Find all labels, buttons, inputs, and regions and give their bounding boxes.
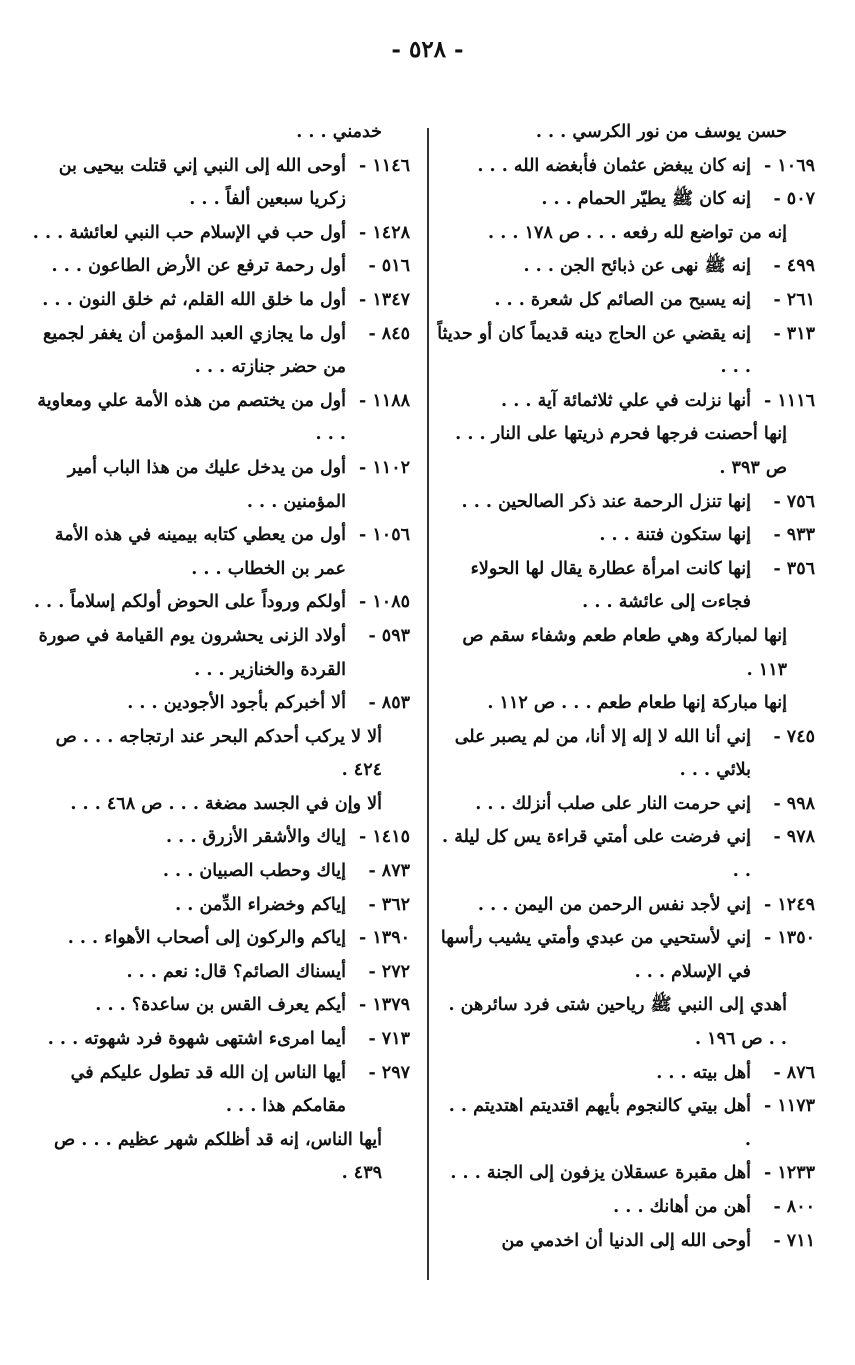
entry-text: أولاد الزنى يحشرون يوم القيامة في صورة القردة والخنازير . . . [38,625,346,680]
entry-text: أولكم وروداً على الحوض أولكم إسلاماً . . . [33,592,346,613]
index-entry [437,183,815,217]
entry-number: ٧١٣ - [368,1029,410,1050]
index-entry [32,1023,410,1057]
entry-number: ١٢٤٩ - [764,894,815,915]
index-entry [437,889,815,923]
entry-text: خدمني . . . [296,122,382,142]
entry-text: إنه يسبح من الصائم كل شعرة . . . [494,289,751,310]
index-entry [437,217,815,251]
entry-text: إني أنا الله لا إله إلا أنا، من لم يصبر على بلائي . . . [454,726,751,781]
entry-number: ٢٦١ - [773,289,815,310]
entry-number: ١١١٦ - [764,390,815,411]
entry-number: ٧٤٥ - [773,726,815,747]
entry-number: ٩٣٣ - [773,525,815,546]
index-entry [32,519,410,586]
index-entry [437,250,815,284]
entry-number: ٩٧٨ - [773,827,815,848]
entry-number: ٢٩٧ - [368,1062,410,1083]
index-entry [437,1225,815,1259]
entry-text: أنها نزلت في علي ثلاثمائة آية . . . [501,390,751,411]
entry-text: إني حرمت النار على صلب أنزلك . . . [475,793,751,814]
entry-number: ١٣٥٠ - [764,928,815,949]
entry-number: ٣٥٦ - [773,558,815,579]
entry-number: ٧١١ - [773,1230,815,1251]
entry-text: أهدي إلى النبي ﷺ رياحين شتى فرد سائرهن . . . ص ١٩٦ . [448,995,787,1050]
index-entry [437,418,815,485]
entry-text: إنه كان يبغض عثمان فأبغضه الله . . . [477,155,751,176]
index-column-right [437,116,815,1258]
index-entry [32,318,410,385]
entry-text: ألا وإن في الجسد مضغة . . . ص ٤٦٨ . . . [70,793,382,814]
index-entry [437,385,815,419]
entry-number: ٨٧٣ - [368,861,410,882]
index-entry [437,150,815,184]
index-entry [32,889,410,923]
entry-text: إنه كان ﷺ يطيّر الحمام . . . [541,189,751,210]
entry-number: ١٣٧٩ - [359,995,410,1016]
index-entry [437,620,815,687]
entry-text: أيها الناس إن الله قد تطول عليكم في مقامكم هذا . . . [70,1062,346,1117]
entry-text: أول رحمة ترفع عن الأرض الطاعون . . . [51,256,346,277]
index-entry [437,318,815,385]
entry-number: ١١٨٨ - [359,390,410,411]
entry-text: إياك وحطب الصبيان . . . [162,861,346,882]
index-entry [32,385,410,452]
entry-number: ١٠٦٩ - [764,155,815,176]
index-entry [32,989,410,1023]
entry-text: إياكم والركون إلى أصحاب الأهواء . . . [67,928,346,949]
index-entry [32,150,410,217]
entry-text: أهن من أهانك . . . [613,1197,751,1217]
index-entry [32,1124,410,1191]
entry-text: أهل بيته . . . [656,1062,751,1083]
index-entry [437,721,815,788]
entry-number: ١٠٨٥ - [359,592,410,613]
entry-number: ١٣٩٠ - [359,928,410,949]
entry-number: ٢٧٢ - [368,961,410,982]
entry-number: ٧٥٦ - [773,491,815,512]
entry-text: أول ما يجازي العبد المؤمن أن يغفر لجميع من حضر جنازته . . . [42,323,346,378]
entry-number: ١١٤٦ - [359,155,410,176]
entry-text: إنه ﷺ نهى عن ذبائح الجن . . . [523,256,751,277]
entry-text: حسن يوسف من نور الكرسي . . . [535,122,787,142]
entry-text: أيسناك الصائم؟ قال: نعم . . . [126,961,346,982]
index-entry [32,956,410,990]
entry-text: أول حب في الإسلام حب النبي لعائشة . . . [32,222,346,243]
entry-text: أول من يختصم من هذه الأمة علي ومعاوية . . . [37,390,346,445]
entry-text: إنها لمباركة وهي طعام طعم وشفاء سقم ص ١١٣ . [462,625,787,680]
entry-number: ١٠٥٦ - [359,525,410,546]
index-entry [437,284,815,318]
entry-text: إنها كانت امرأة عطارة يقال لها الحولاء فجاءت إلى عائشة . . . [470,558,751,613]
entry-text: ألا أخبركم بأجود الأجودين . . . [127,693,346,714]
entry-number: ٣١٣ - [773,323,815,344]
entry-text: إياكم وخضراء الدِّمن . . [175,894,346,915]
index-entry [437,553,815,620]
index-entry [437,821,815,888]
entry-text: أوحى الله إلى الدنيا أن اخدمي من [501,1230,751,1251]
entry-number: ٨٥٣ - [368,693,410,714]
entry-text: أيما امرىء اشتهى شهوة فرد شهوته . . . [47,1029,346,1050]
entry-text: أول من يعطي كتابه بيمينه في هذه الأمة عمر بن الخطاب . . . [54,525,346,579]
entry-number: ٨٤٥ - [368,323,410,344]
entry-number: ١٣٤٧ - [359,289,410,310]
entry-text: أيها الناس، إنه قد أظلكم شهر عظيم . . . ص ٤٣٩ . [54,1129,382,1184]
entry-number: ٨٠٠ - [773,1197,815,1217]
entry-number: ٤٩٩ - [773,256,815,277]
index-entry [32,721,410,788]
entry-number: ٥٩٣ - [368,625,410,646]
index-entry [437,1090,815,1157]
entry-text: أهل بيتي كالنجوم بأيهم اقتديتم اهتديتم . . . [448,1096,751,1150]
entry-number: ٨٧٦ - [773,1062,815,1083]
index-entry [437,922,815,989]
entry-number: ١٤١٥ - [359,827,410,848]
entry-text: إني لأستحيي من عبدي وأمتي يشيب رأسها في الإسلام . . . [440,928,751,982]
entry-number: ٩٩٨ - [773,793,815,814]
index-entry [437,989,815,1056]
index-column-left [32,116,410,1191]
entry-text: أوحى الله إلى النبي إني قتلت بيحيى بن زكريا سبعين ألفاً . . . [58,155,346,210]
index-entry [437,687,815,721]
entry-text: أهل مقبرة عسقلان يزفون إلى الجنة . . . [450,1163,751,1184]
entry-text: أول ما خلق الله القلم، ثم خلق النون . . . [42,289,346,310]
entry-number: ١١٠٢ - [359,457,410,478]
index-entry [32,687,410,721]
index-entry [32,452,410,519]
entry-number: ١٤٢٨ - [359,222,410,243]
entry-text: إني لأجد نفس الرحمن من اليمن . . . [477,894,751,915]
index-entry [32,821,410,855]
index-entry [437,116,815,150]
index-entry [32,788,410,822]
entry-text: إنه يقضي عن الحاج دينه قديماً كان أو حديثاً . . . [437,323,751,378]
entry-number: ٥١٦ - [368,256,410,277]
entry-text: إنها تنزل الرحمة عند ذكر الصالحين . . . [461,491,751,512]
entry-text: إني فرضت على أمتي قراءة يس كل ليلة . . . [442,827,751,882]
index-entry [32,284,410,318]
entry-number: ١١٧٣ - [764,1096,815,1117]
index-entry [32,1057,410,1124]
entry-text: إياك والأشقر الأزرق . . . [165,827,346,848]
entry-text: أيكم يعرف القس بن ساعدة؟ . . . [95,995,346,1016]
index-entry [32,250,410,284]
entry-number: ١٢٣٣ - [764,1163,815,1184]
entry-text: إنه من تواضع لله رفعه . . . ص ١٧٨ . . . [488,222,787,243]
entry-number: ٣٦٢ - [368,894,410,915]
index-entry [32,620,410,687]
entry-text: أول من يدخل عليك من هذا الباب أمير المؤمنين . . . [67,457,346,512]
entry-text: إنها مباركة إنها طعام طعم . . . ص ١١٢ . [487,693,787,714]
entry-number: ٥٠٧ - [773,189,815,210]
entry-text: ألا لا يركب أحدكم البحر عند ارتجاجه . . . ص ٤٢٤ . [55,726,382,781]
index-entry [437,1157,815,1191]
index-entry [437,788,815,822]
index-entry [32,855,410,889]
index-entry [437,1057,815,1091]
entry-text: إنها أحصنت فرجها فحرم ذريتها على النار . . . ص ٣٩٣ . [455,424,787,478]
index-entry [32,922,410,956]
index-entry [437,519,815,553]
entry-text: إنها ستكون فتنة . . . [599,525,751,546]
column-divider [427,128,429,1280]
index-entry [32,217,410,251]
index-entry [437,1191,815,1225]
page-number: - ٥٢٨ - [391,36,464,63]
index-entry [32,586,410,620]
index-entry [437,486,815,520]
index-entry [32,116,410,150]
